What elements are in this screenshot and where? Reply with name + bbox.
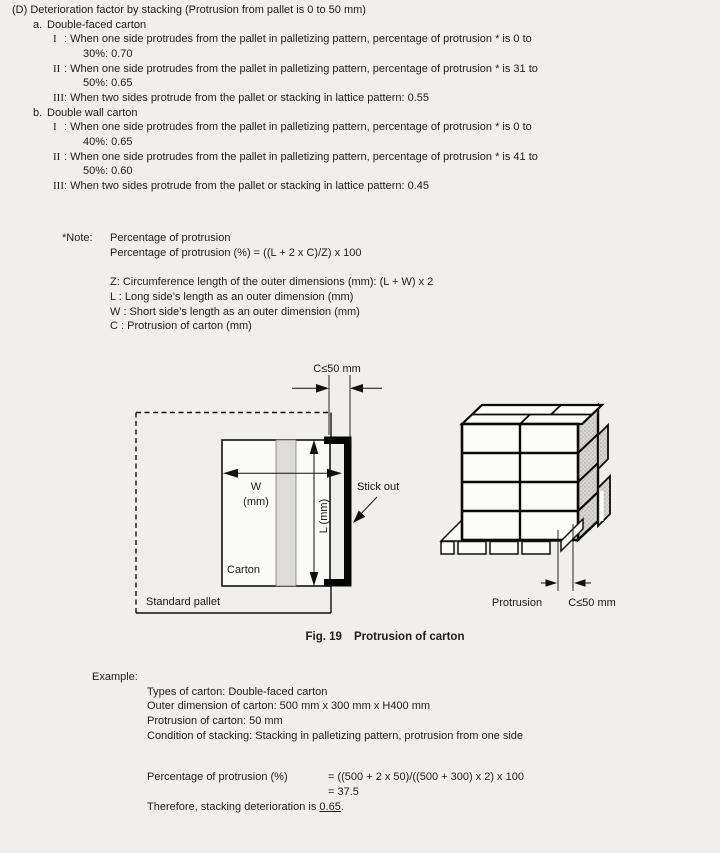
figure-caption (0, 630, 720, 645)
note-formula: Percentage of protrusion (%) = ((L + 2 x C)/Z) x 100 (110, 246, 362, 259)
figure-19 (0, 358, 720, 616)
example-protrusion: Protrusion of carton: 50 mm (147, 715, 283, 728)
rule-a1-line2: 30%: 0.70 (83, 48, 133, 61)
rule-a1-numeral: I (53, 33, 57, 46)
example-equation-line1 (0, 770, 720, 785)
spacer (0, 260, 720, 275)
note-def-l: L : Long side’s length as an outer dimension (mm) (110, 291, 354, 304)
figure-number: Fig. 19 (305, 631, 342, 643)
spacer (0, 743, 720, 770)
figure-title: Protrusion of carton (353, 631, 465, 643)
carton-gray-band (276, 440, 296, 586)
l-label: L (mm) (318, 498, 330, 534)
rule-b2-line1: II : When one side protrudes from the pallet in palletizing pattern, percentage of protrusion * is 41 to (53, 150, 538, 163)
protruding-box-sliver (600, 491, 604, 521)
w-label: W (250, 481, 262, 493)
section-a-heading (0, 18, 720, 33)
example-block (0, 670, 720, 814)
c-dim-label: C≤50 mm (313, 363, 361, 375)
example-equation-line2: = 37.5 (328, 786, 359, 799)
equation-rhs: = ((500 + 2 x 50)/((500 + 300) x 2) x 100 (328, 771, 524, 784)
rule-a2-line2: 50%: 0.65 (83, 77, 133, 90)
carton-protrusion-diagram (136, 363, 399, 613)
protrusion-dim-label: C≤50 mm (568, 597, 616, 609)
example-stacking-condition: Condition of stacking: Stacking in palletizing pattern, protrusion from one side (147, 729, 524, 742)
rule-b1-line2: 40%: 0.65 (83, 136, 133, 149)
rule-b2-numeral: II (53, 150, 61, 163)
section-b-title: Double wall carton (47, 106, 138, 119)
stickout-label: Stick out (357, 481, 400, 493)
rule-a2-line1: II : When one side protrudes from the pallet in palletizing pattern, percentage of protrusion * is 31 to (53, 62, 538, 75)
example-conclusion: Therefore, stacking deterioration is 0.65. (147, 800, 344, 813)
note-def-w: W : Short side’s length as an outer dimension (mm) (110, 305, 360, 318)
note-block (0, 231, 720, 334)
note-def-c: C : Protrusion of carton (mm) (110, 320, 252, 333)
example-heading: Example: (92, 671, 138, 683)
section-b-heading (0, 106, 720, 121)
note-line1: *Note: Percentage of protrusion (62, 232, 231, 244)
rule-b3-numeral: III (53, 180, 64, 193)
rule-b1-numeral: I (53, 121, 57, 134)
rule-b1-line1: I : When one side protrudes from the pallet in palletizing pattern, percentage of protrusion * is 0 to (53, 121, 532, 134)
w-unit-label: (mm) (243, 496, 269, 508)
rule-a1-line1: I : When one side protrudes from the pallet in palletizing pattern, percentage of protrusion * is 0 to (53, 33, 532, 46)
equation-label: Percentage of protrusion (%) (147, 771, 288, 784)
pallet-stack-diagram (441, 405, 616, 609)
rule-a3-line1: III: When two sides protrude from the pallet or stacking in lattice pattern: 0.55 (53, 92, 430, 105)
section-b-label: b. (33, 106, 43, 119)
rule-b2-line2: 50%: 0.60 (83, 165, 133, 178)
stack-front-face (462, 424, 578, 540)
stickout-callout (353, 497, 377, 523)
example-outer-dimension: Outer dimension of carton: 500 mm x 300 mm x H400 mm (147, 700, 431, 713)
page-heading: (D) Deterioration factor by stacking (Protrusion from pallet is 0 to 50 mm) (12, 4, 366, 16)
carton-label: Carton (227, 564, 261, 576)
c-dimension (292, 375, 382, 443)
note-def-z: Z: Circumference length of the outer dimensions (mm): (L + W) x 2 (110, 276, 434, 289)
note-label: *Note: (62, 232, 93, 244)
rule-a3-numeral: III (53, 92, 64, 105)
deterioration-value: 0.65 (319, 800, 341, 813)
section-a-label: a. (33, 18, 43, 31)
protrusion-label: Protrusion (491, 597, 543, 609)
deterioration-rules (0, 3, 720, 194)
rule-a2-numeral: II (53, 62, 61, 75)
example-carton-type: Types of carton: Double-faced carton (147, 685, 328, 698)
standard-pallet-label: Standard pallet (146, 596, 220, 608)
rule-b3-line1: III: When two sides protrude from the pallet or stacking in lattice pattern: 0.45 (53, 180, 430, 193)
section-a-title: Double-faced carton (47, 18, 147, 31)
stack-top-face (462, 405, 602, 424)
